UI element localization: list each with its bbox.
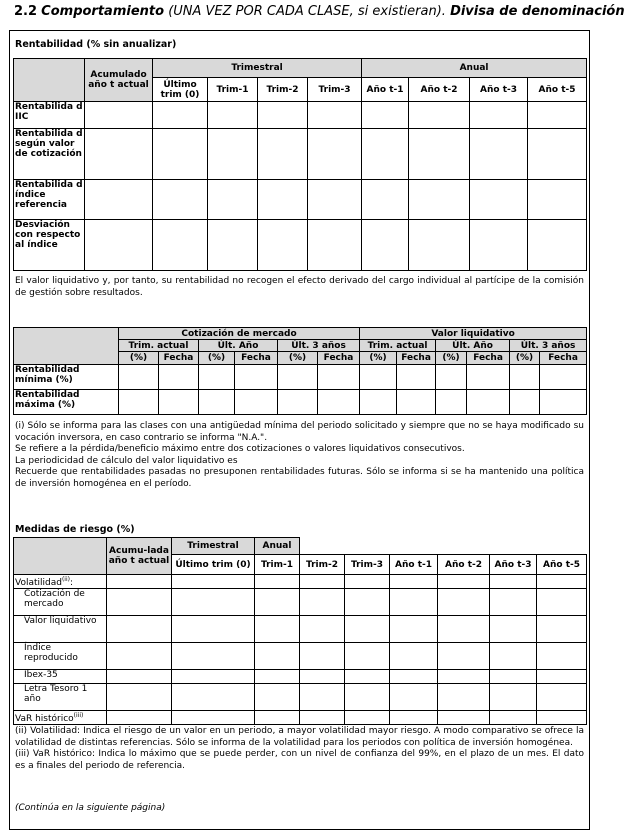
col-accum: Acumu-lada año t actual	[107, 538, 172, 575]
group-anual: Anual	[362, 59, 587, 78]
table-row	[14, 616, 587, 643]
group-trimestral: Trimestral	[172, 538, 255, 555]
row-label: Ibex-35	[14, 670, 107, 684]
section1-heading: Rentabilidad (% sin anualizar)	[15, 39, 177, 50]
col-fecha: Fecha	[397, 352, 436, 365]
col-pct: (%)	[119, 352, 159, 365]
col-header: Año t-5	[528, 78, 587, 102]
col-fecha: Fecha	[467, 352, 510, 365]
col-header: Último trim (0)	[172, 555, 255, 575]
table-row	[14, 220, 587, 271]
note-line: La periodicidad de cálculo del valor liquidativo es	[15, 455, 238, 466]
group-valor-liquidativo: Valor liquidativo	[360, 328, 587, 340]
col-pct: (%)	[510, 352, 540, 365]
col-fecha: Fecha	[540, 352, 587, 365]
col-pct: (%)	[199, 352, 235, 365]
row-label: Valor liquidativo	[14, 616, 107, 643]
page-title	[14, 4, 625, 19]
table-row	[14, 390, 587, 415]
table-row	[14, 365, 587, 390]
row-label: Desviación con respecto al índice	[14, 220, 85, 271]
table-row	[14, 180, 587, 220]
group-cotizacion: Cotización de mercado	[119, 328, 360, 340]
row-label: Rentabilidad mínima (%)	[14, 365, 119, 390]
sub-group: Últ. Año	[436, 340, 510, 352]
table-row	[14, 670, 587, 684]
section3-notes	[15, 726, 584, 772]
group-anual: Anual	[255, 538, 300, 555]
col-header: Último trim (0)	[153, 78, 208, 102]
note-line: (i) Sólo se informa para las clases con una antigüedad mínima del periodo solicitado y siempre que no se haya modificado su vocación inversora, en caso contrario se informa "N.A.".	[15, 421, 584, 443]
footer-continues: (Continúa en la siguiente página)	[15, 803, 166, 813]
section1-note: El valor liquidativo y, por tanto, su rentabilidad no recogen el efecto derivado del cargo individual al partícipe de la comisión de gestión sobre resultados.	[15, 276, 584, 298]
col-header: Año t-5	[537, 555, 587, 575]
corner-cell	[14, 538, 107, 575]
col-header: Trim-2	[300, 555, 345, 575]
riesgo-table	[13, 537, 587, 725]
sub-group: Últ. 3 años	[278, 340, 360, 352]
sub-group: Trim. actual	[119, 340, 199, 352]
table-row	[14, 711, 587, 725]
table-row	[14, 129, 587, 180]
table-row	[14, 589, 587, 616]
group-trimestral: Trimestral	[153, 59, 362, 78]
row-label-volatilidad: Volatilidad$^{(ii)}$:	[14, 575, 107, 589]
col-pct: (%)	[278, 352, 318, 365]
cotizacion-table	[13, 327, 587, 415]
row-label: Cotización de mercado	[14, 589, 107, 616]
table-row	[14, 684, 587, 711]
title-tail: Divisa de denominación	[450, 4, 625, 19]
table-row	[14, 643, 587, 670]
title-main: Comportamiento	[41, 4, 165, 19]
corner-cell	[14, 59, 85, 102]
note-line: Se refiere a la pérdida/beneficio máximo entre dos cotizaciones o valores liquidativos consecutivos.	[15, 444, 465, 454]
row-label: Rentabilidad máxima (%)	[14, 390, 119, 415]
col-header: Año t-2	[409, 78, 470, 102]
col-header: Trim-1	[255, 555, 300, 575]
sub-group: Últ. 3 años	[510, 340, 587, 352]
rentabilidad-table	[13, 58, 587, 271]
corner-cell	[14, 328, 119, 365]
col-header: Trim-1	[208, 78, 258, 102]
sub-group: Trim. actual	[360, 340, 436, 352]
row-label: Rentabilida d IIC	[14, 102, 85, 129]
col-accum: Acumulado año t actual	[85, 59, 153, 102]
section3-heading: Medidas de riesgo (%)	[15, 524, 135, 535]
note-line: (ii) Volatilidad: Indica el riesgo de un valor en un periodo, a mayor volatilidad mayor riesgo. A modo comparativo se ofrece la volatilidad de distintas referencias. Sólo se informa de la volatilidad para los periodos con política de inversión homogénea.	[15, 726, 584, 748]
note-line: (iii) VaR histórico: Indica lo máximo que se puede perder, con un nivel de confianza del 99%, en el plazo de un mes. El dato es a finales del periodo de referencia.	[15, 749, 584, 771]
col-header: Trim-2	[258, 78, 308, 102]
col-header: Trim-3	[345, 555, 390, 575]
row-label: Letra Tesoro 1 año	[14, 684, 107, 711]
row-label: Índice reproducido	[14, 643, 107, 670]
row-label: Rentabilida d índice referencia	[14, 180, 85, 220]
col-fecha: Fecha	[235, 352, 278, 365]
title-paren: (UNA VEZ POR CADA CLASE, si existieran).	[168, 4, 446, 19]
title-number: 2.2	[14, 4, 38, 19]
section2-notes	[15, 421, 584, 490]
col-header: Año t-1	[362, 78, 409, 102]
row-label-var: VaR histórico$^{(iii)}$	[14, 711, 107, 725]
col-header: Año t-1	[390, 555, 438, 575]
col-header: Trim-3	[308, 78, 362, 102]
col-pct: (%)	[360, 352, 397, 365]
col-header: Año t-3	[490, 555, 537, 575]
note-line: Recuerde que rentabilidades pasadas no presuponen rentabilidades futuras. Sólo se informa si se ha mantenido una política de inversión homogénea en el período.	[15, 467, 584, 489]
col-fecha: Fecha	[318, 352, 360, 365]
col-header: Año t-3	[470, 78, 528, 102]
row-label: Rentabilida d según valor de cotización	[14, 129, 85, 180]
col-header: Año t-2	[438, 555, 490, 575]
sub-group: Últ. Año	[199, 340, 278, 352]
col-fecha: Fecha	[159, 352, 199, 365]
col-pct: (%)	[436, 352, 467, 365]
table-row	[14, 102, 587, 129]
table-row	[14, 575, 587, 589]
